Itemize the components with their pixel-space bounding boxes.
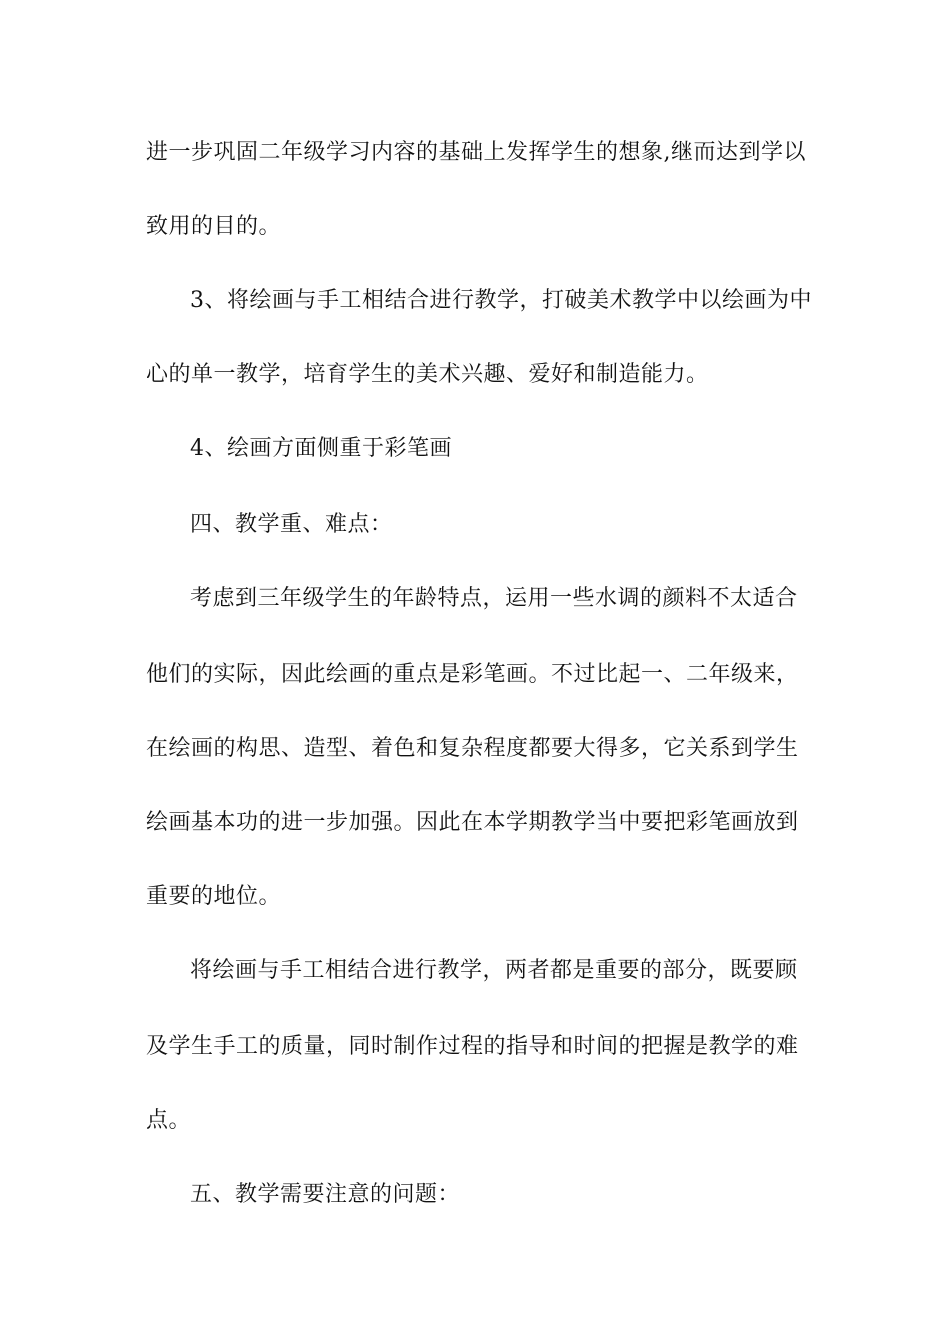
paragraph-line-3: 3、将绘画与手工相结合进行教学，打破美术教学中以绘画为中: [190, 288, 812, 313]
paragraph-line-1: 进一步巩固二年级学习内容的基础上发挥学生的想象,继而达到学以: [146, 140, 806, 165]
paragraph-line-2: 致用的目的。: [146, 214, 282, 239]
paragraph-line-9: 在绘画的构思、造型、着色和复杂程度都要大得多，它关系到学生: [146, 736, 799, 761]
section-heading-5: 五、教学需要注意的问题：: [190, 1182, 461, 1207]
paragraph-line-14: 点。: [146, 1108, 192, 1133]
paragraph-line-4: 心的单一教学，培育学生的美术兴趣、爱好和制造能力。: [146, 362, 709, 387]
paragraph-line-5: 4、绘画方面侧重于彩笔画: [190, 436, 452, 461]
paragraph-line-11: 重要的地位。: [146, 884, 282, 909]
paragraph-line-12: 将绘画与手工相结合进行教学，两者都是重要的部分，既要顾: [190, 958, 798, 983]
paragraph-line-8: 他们的实际，因此绘画的重点是彩笔画。不过比起一、二年级来，: [146, 662, 799, 687]
section-heading-4: 四、教学重、难点：: [190, 512, 393, 537]
paragraph-line-10: 绘画基本功的进一步加强。因此在本学期教学当中要把彩笔画放到: [146, 810, 799, 835]
paragraph-line-13: 及学生手工的质量，同时制作过程的指导和时间的把握是教学的难: [146, 1034, 799, 1059]
paragraph-line-7: 考虑到三年级学生的年龄特点，运用一些水调的颜料不太适合: [190, 586, 798, 611]
